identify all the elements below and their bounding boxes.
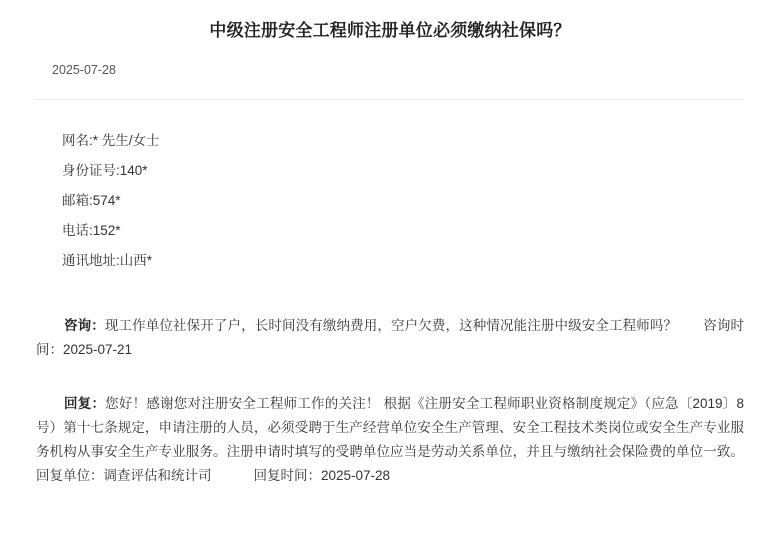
question-time-label: 咨询时间： — [36, 318, 744, 357]
qa-block — [0, 314, 780, 488]
question-text: 现工作单位社保开了户，长时间没有缴纳费用，空户欠费，这种情况能注册中级安全工程师吗？ — [104, 318, 678, 333]
answer-time-value: 2025-07-28 — [321, 468, 391, 483]
header-divider — [36, 99, 744, 100]
info-row — [62, 156, 780, 186]
info-label-idcard: 身份证号: — [62, 163, 120, 178]
info-value-address: 山西* — [119, 253, 153, 268]
info-label-address: 通讯地址: — [62, 253, 120, 268]
info-row — [62, 216, 780, 246]
info-label-nickname: 网名: — [62, 133, 93, 148]
info-value-nickname: * 先生/女士 — [92, 133, 160, 148]
question-lead-label: 咨询： — [64, 318, 105, 333]
info-value-email: 574* — [92, 193, 121, 208]
info-row — [62, 186, 780, 216]
answer-unit: 调查评估和统计司 — [103, 468, 212, 483]
answer-text: 您好！感谢您对注册安全工程师工作的关注！ 根据《注册安全工程师职业资格制度规定》（应急〔2019〕8号）第十七条规定，申请注册的人员，必须受聘于生产经营单位安全生产管理、安全工程技术类岗位或安全生产专业服务机构从事安全生产专业服务。注册申请时填写的受聘单位应当是劳动关系单位，并且与缴纳社会保险费的单位一致。回复单位： — [36, 396, 744, 483]
answer-paragraph — [36, 392, 744, 488]
answer-lead-label: 回复： — [64, 396, 106, 411]
publish-date: 2025-07-28 — [52, 63, 116, 77]
question-paragraph — [36, 314, 744, 362]
info-row — [62, 126, 780, 156]
info-value-phone: 152* — [92, 223, 121, 238]
info-label-email: 邮箱: — [62, 193, 93, 208]
info-row — [62, 246, 780, 276]
info-value-idcard: 140* — [119, 163, 148, 178]
info-label-phone: 电话: — [62, 223, 93, 238]
page-title: 中级注册安全工程师注册单位必须缴纳社保吗？ — [209, 21, 571, 40]
question-time-value: 2025-07-21 — [63, 342, 133, 357]
answer-time-label: 回复时间： — [253, 468, 321, 483]
user-info-block — [0, 126, 780, 276]
